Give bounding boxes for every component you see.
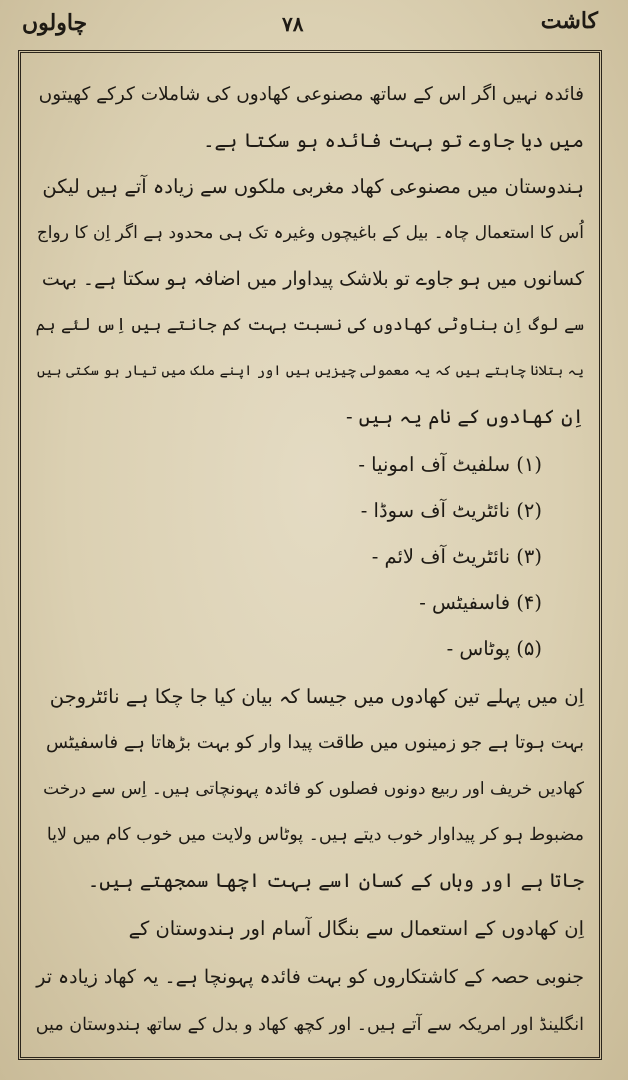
text-line: بہت ہوتا ہے جو زمینوں میں طاقت پیدا وار کو بہت بڑھاتا ہے فاسفیٹس [45,732,584,753]
text-line: سے لوگ اِن بناوٹی کھادوں کی نسبت بہت کم جانتے ہیں اِس لئے ہم [35,315,584,335]
text-line: اِن کھادوں کے استعمال سے بنگال آسام اور ہندوستان کے [128,917,584,940]
text-line: اِن میں پہلے تین کھادوں میں جیسا کہ بیان کیا جا چکا ہے نائٹروجن [49,685,584,708]
text-line: مضبوط ہو کر پیداوار خوب دیتے ہیں۔ پوٹاس ولایت میں خوب کام میں لایا [46,825,584,845]
list-item: (۲) نائٹریٹ آف سوڈا - [360,499,542,522]
text-line: فائدہ نہیں اگر اس کے ساتھ مصنوعی کھادوں کی شاملات کرکے کھیتوں [38,84,584,105]
list-item: (۳) نائٹریٹ آف لائم - [371,545,542,568]
text-line: کھادیں خریف اور ربیع دونوں فصلوں کو فائدہ پہونچاتی ہیں۔ اِس سے درخت [43,779,584,799]
text-line: یہ بتلانا چاہتے ہیں کہ یہ معمولی چیزیں ہیں اور اپنے ملک میں تیار ہو سکتی ہیں [37,363,584,379]
list-item: (۴) فاسفیٹس - [419,591,542,614]
list-item: (۱) سلفیٹ آف امونیا - [358,453,542,476]
text-line: اُس کا استعمال چاہ۔ بیل کے باغیچوں وغیرہ تک ہی محدود ہے اگر اِن کا رواج [36,223,584,243]
text-line: انگلینڈ اور امریکہ سے آتے ہیں۔ اور کچھ کھاد و بدل کے ساتھ ہندوستان میں [35,1015,584,1035]
running-title-right: کاشت [540,8,598,34]
text-line: میں دیا جاوے تو بہت فائدہ ہو سکتا ہے۔ [203,129,584,152]
page-number: ۷۸ [282,12,304,36]
text-line: کسانوں میں ہو جاوے تو بلاشک پیداوار میں اضافہ ہو سکتا ہے۔ بہت [41,268,584,290]
text-line: اِن کھادوں کے نام یہ ہیں - [345,405,584,428]
text-line: جنوبی حصہ کے کاشتکاروں کو بہت فائدہ پہونچا ہے۔ یہ کھاد زیادہ تر [36,966,584,988]
list-item: (۵) پوٹاس - [446,637,542,660]
page-header [0,0,628,48]
running-title-left: چاولوں [22,10,88,36]
text-line: جاتا ہے اور وہاں کے کسان اسے بہت اچھا سمجھتے ہیں۔ [87,869,584,892]
text-line: ہندوستان میں مصنوعی کھاد مغربی ملکوں سے زیادہ آتے ہیں لیکن [42,175,584,198]
